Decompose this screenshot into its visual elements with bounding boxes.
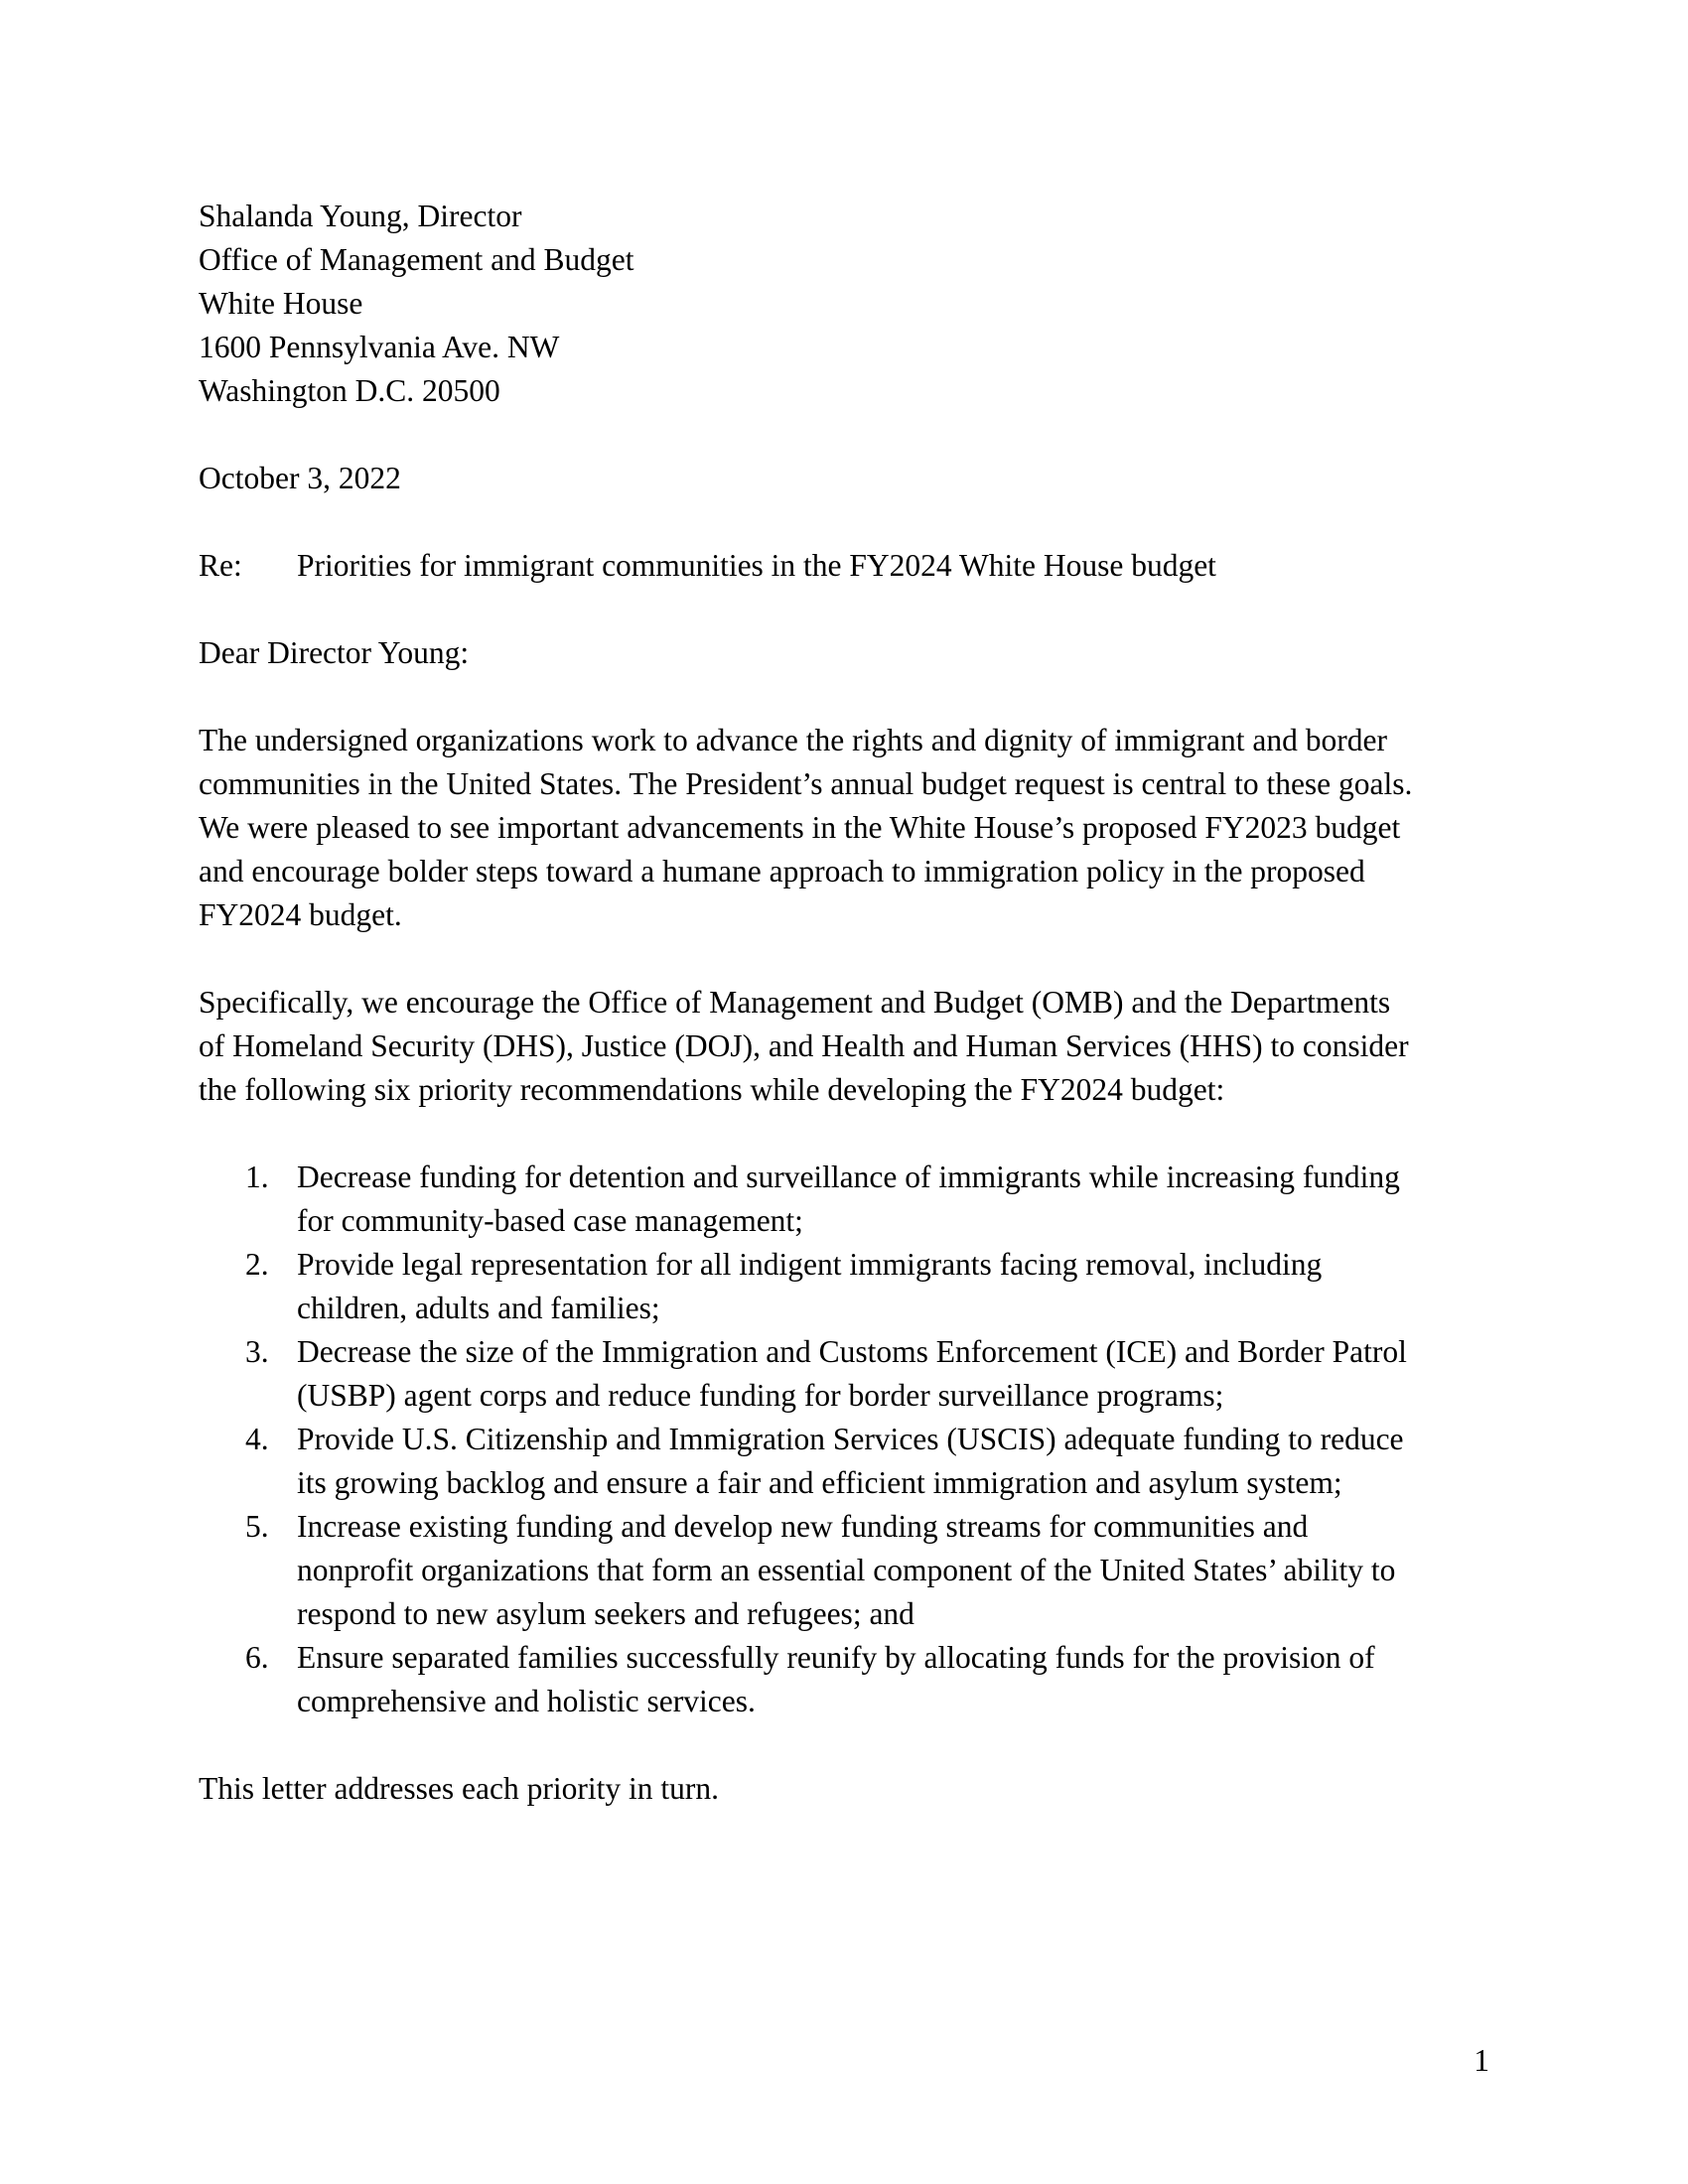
priority-number: 2. [245, 1247, 269, 1282]
priority-line: children, adults and families; [297, 1291, 660, 1325]
address-line: White House [199, 286, 363, 321]
intro-paragraph [199, 719, 1489, 937]
priority-line: respond to new asylum seekers and refugees; and [297, 1596, 914, 1631]
priority-list [199, 1156, 1489, 1723]
priority-number: 3. [245, 1334, 269, 1369]
priority-line: (USBP) agent corps and reduce funding for border surveillance programs; [297, 1378, 1224, 1413]
priority-item [199, 1636, 1489, 1723]
priority-item [199, 1243, 1489, 1330]
paragraph-line: the following six priority recommendations while developing the FY2024 budget: [199, 1072, 1225, 1107]
priority-item [199, 1330, 1489, 1418]
priority-number: 1. [245, 1160, 269, 1194]
address-line: Washington D.C. 20500 [199, 373, 500, 408]
subject-label: Re: [199, 548, 242, 583]
paragraph-line: of Homeland Security (DHS), Justice (DOJ), and Health and Human Services (HHS) to consider [199, 1028, 1409, 1063]
priority-item [199, 1505, 1489, 1636]
address-line: Office of Management and Budget [199, 242, 634, 277]
salutation: Dear Director Young: [199, 635, 470, 670]
address-line: 1600 Pennsylvania Ave. NW [199, 330, 560, 364]
paragraph-line: The undersigned organizations work to advance the rights and dignity of immigrant and border [199, 723, 1387, 757]
priority-line: Provide U.S. Citizenship and Immigration Services (USCIS) adequate funding to reduce [297, 1422, 1404, 1456]
address-line: Shalanda Young, Director [199, 199, 522, 233]
priority-number: 6. [245, 1640, 269, 1675]
priority-line: Ensure separated families successfully reunify by allocating funds for the provision of [297, 1640, 1375, 1675]
request-paragraph [199, 981, 1489, 1112]
priority-line: Increase existing funding and develop new funding streams for communities and [297, 1509, 1309, 1544]
page-number: 1 [1474, 2043, 1489, 2078]
paragraph-line: FY2024 budget. [199, 897, 402, 932]
priority-line: Decrease funding for detention and surveillance of immigrants while increasing funding [297, 1160, 1400, 1194]
priority-line: nonprofit organizations that form an essential component of the United States’ ability to [297, 1553, 1396, 1587]
priority-item [199, 1418, 1489, 1505]
priority-line: its growing backlog and ensure a fair and efficient immigration and asylum system; [297, 1465, 1342, 1500]
priority-line: Decrease the size of the Immigration and Customs Enforcement (ICE) and Border Patrol [297, 1334, 1407, 1369]
paragraph-line: Specifically, we encourage the Office of Management and Budget (OMB) and the Departments [199, 985, 1391, 1020]
closing-sentence: This letter addresses each priority in turn. [199, 1771, 719, 1806]
subject-line [199, 544, 1489, 588]
priority-item [199, 1156, 1489, 1243]
paragraph-line: communities in the United States. The President’s annual budget request is central to these goals. [199, 766, 1413, 801]
priority-number: 5. [245, 1509, 269, 1544]
priority-line: for community-based case management; [297, 1203, 803, 1238]
subject-text: Priorities for immigrant communities in the FY2024 White House budget [297, 548, 1216, 583]
paragraph-line: We were pleased to see important advancements in the White House’s proposed FY2023 budget [199, 810, 1401, 845]
letter-date: October 3, 2022 [199, 461, 401, 495]
priority-line: comprehensive and holistic services. [297, 1684, 756, 1718]
priority-number: 4. [245, 1422, 269, 1456]
priority-line: Provide legal representation for all indigent immigrants facing removal, including [297, 1247, 1323, 1282]
recipient-address [199, 195, 1489, 413]
paragraph-line: and encourage bolder steps toward a humane approach to immigration policy in the proposed [199, 854, 1365, 888]
